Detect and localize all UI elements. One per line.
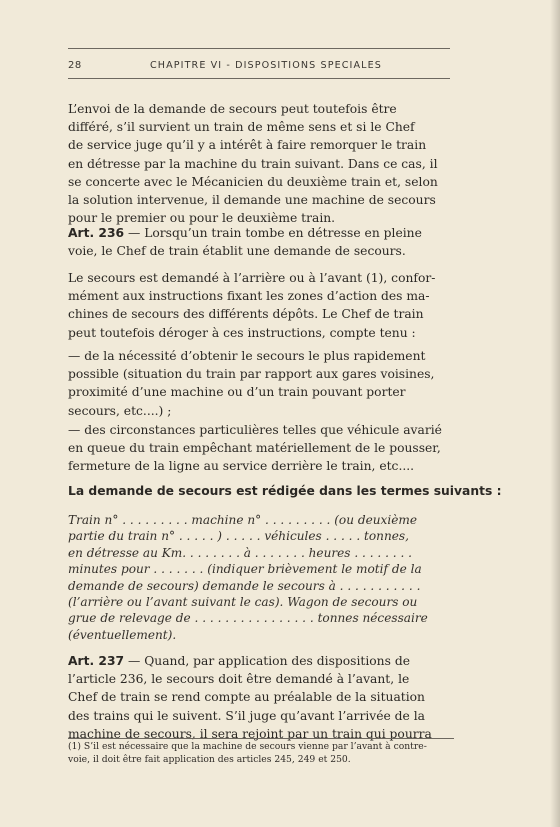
header-top-rule (68, 48, 450, 49)
form-line: minutes pour . . . . . . . (indiquer brièvement le motif de la (68, 562, 422, 577)
text-line: l’article 236, le secours doit être demandé à l’avant, le (68, 672, 410, 687)
text-line: mément aux instructions fixant les zones d’action des ma- (68, 289, 430, 304)
footnote (68, 740, 456, 766)
article-236 (68, 224, 450, 260)
article-236-text: — Lorsqu’un train tombe en détresse en pleine (124, 226, 422, 240)
text-line: fermeture de la ligne au service derrière le train, etc.... (68, 459, 415, 474)
form-line: en détresse au Km. . . . . . . . à . . . . . . . heures . . . . . . . . (68, 545, 413, 560)
paragraph-2 (68, 269, 450, 342)
paragraph-1 (68, 100, 450, 227)
form-line: demande de secours) demande le secours à . . . . . . . . . . . (68, 578, 421, 593)
text-line: se concerte avec le Mécanicien du deuxième train et, selon (68, 174, 438, 189)
article-237 (68, 652, 450, 743)
text-line: peut toutefois déroger à ces instructions, compte tenu : (68, 325, 416, 340)
text-line: Le secours est demandé à l’arrière ou à l’avant (1), confor- (68, 271, 436, 285)
article-236-label: Art. 236 (68, 226, 125, 240)
text-line: différé, s’il survient un train de même sens et si le Chef (68, 120, 415, 135)
text-line: secours, etc....) ; (68, 403, 172, 418)
form-line: grue de relevage de . . . . . . . . . . . . . . . . tonnes nécessaire (68, 611, 428, 626)
page-edge-shadow (550, 0, 560, 827)
form-template (68, 512, 454, 643)
text-line (68, 652, 450, 670)
chapter-title: CHAPITRE VI - DISPOSITIONS SPECIALES (150, 60, 382, 71)
page-number: 28 (68, 60, 82, 71)
header-bottom-rule (68, 78, 450, 79)
text-line: Chef de train se rend compte au préalable de la situation (68, 690, 425, 705)
text-line: la solution intervenue, il demande une machine de secours (68, 193, 436, 208)
form-line: (éventuellement). (68, 627, 177, 642)
text-line: voie, le Chef de train établit une demande de secours. (68, 244, 406, 259)
form-line: partie du train n° . . . . . ) . . . . . véhicules . . . . . tonnes, (68, 529, 409, 544)
text-line: — des circonstances particulières telles que véhicule avarié (68, 423, 442, 437)
form-intro: La demande de secours est rédigée dans les termes suivants : (68, 484, 502, 498)
footnote-line: voie, il doit être fait application des articles 245, 249 et 250. (68, 754, 351, 765)
text-line: chines de secours des différents dépôts. Le Chef de train (68, 307, 424, 322)
text-line: L’envoi de la demande de secours peut toutefois être (68, 102, 397, 116)
footnote-line: (1) S’il est nécessaire que la machine de secours vienne par l’avant à contre- (68, 741, 427, 752)
text-line (68, 224, 450, 242)
text-line: proximité d’une machine ou d’un train pouvant porter (68, 385, 406, 400)
text-line: des trains qui le suivent. S’il juge qu’avant l’arrivée de la (68, 708, 425, 723)
paragraph-4 (68, 421, 450, 476)
text-line: pour le premier ou pour le deuxième train. (68, 211, 336, 226)
text-line: en détresse par la machine du train suivant. Dans ce cas, il (68, 156, 438, 171)
footnote-rule (68, 738, 454, 739)
form-line: (l’arrière ou l’avant suivant le cas). Wagon de secours ou (68, 595, 418, 610)
text-line: en queue du train empêchant matériellement de le pousser, (68, 441, 441, 456)
article-237-label: Art. 237 (68, 654, 125, 668)
text-line: machine de secours, il sera rejoint par un train qui pourra (68, 726, 432, 741)
text-line: — de la nécessité d’obtenir le secours le plus rapidement (68, 349, 426, 363)
paragraph-3 (68, 347, 450, 420)
text-line: possible (situation du train par rapport aux gares voisines, (68, 367, 435, 382)
article-237-text: — Quand, par application des dispositions de (124, 654, 410, 668)
form-line: Train n° . . . . . . . . . machine n° . . . . . . . . . (ou deuxième (68, 513, 418, 527)
text-line: de service juge qu’il y a intérêt à faire remorquer le train (68, 138, 427, 153)
